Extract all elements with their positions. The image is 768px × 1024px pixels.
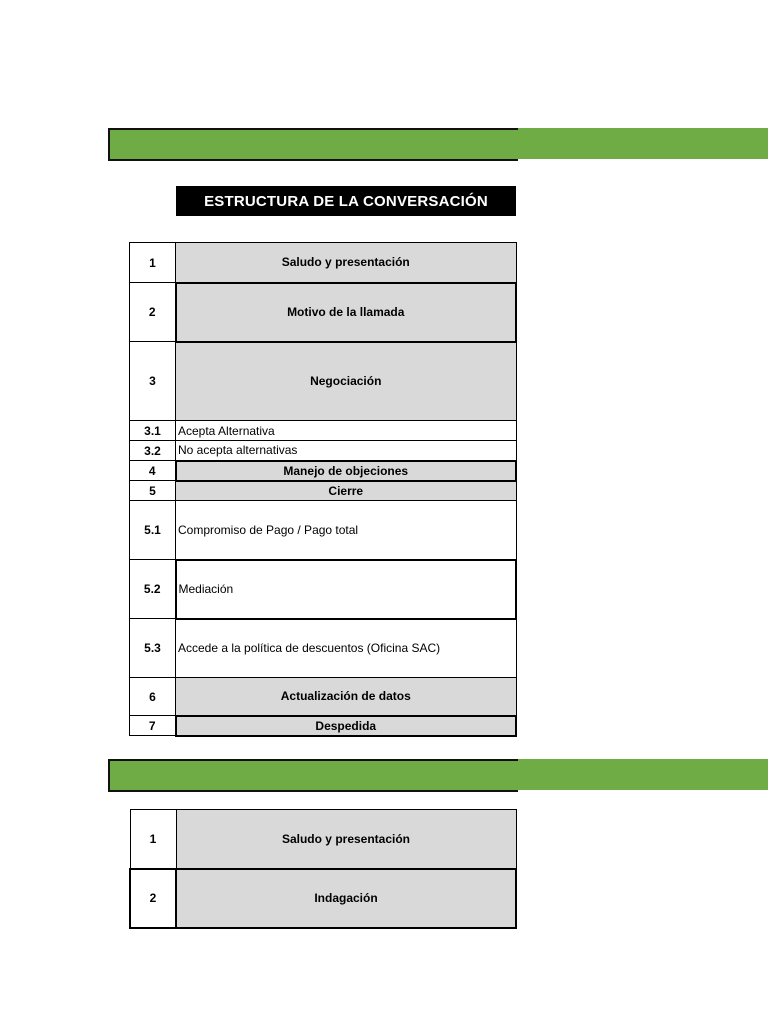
section-title: ESTRUCTURA DE LA CONVERSACIÓN bbox=[176, 186, 516, 216]
row-number: 3.1 bbox=[130, 421, 176, 441]
row-label: Accede a la política de descuentos (Oficina SAC) bbox=[176, 619, 517, 678]
section-header-bar-2 bbox=[108, 759, 768, 790]
row-number: 3 bbox=[130, 342, 176, 421]
table-row bbox=[130, 501, 517, 560]
row-number: 1 bbox=[130, 243, 176, 283]
row-label: Despedida bbox=[176, 716, 517, 736]
header-bar-outline bbox=[108, 128, 518, 161]
table-row bbox=[130, 243, 517, 283]
row-label: Mediación bbox=[176, 560, 517, 619]
row-number: 5.3 bbox=[130, 619, 176, 678]
row-label: Manejo de objeciones bbox=[176, 461, 517, 481]
row-label: Indagación bbox=[176, 869, 516, 928]
table-row bbox=[130, 481, 517, 501]
table-row bbox=[130, 560, 517, 619]
table-row bbox=[130, 716, 517, 736]
row-number: 1 bbox=[130, 810, 176, 869]
row-number: 2 bbox=[130, 869, 176, 928]
row-label: Saludo y presentación bbox=[176, 243, 517, 283]
table-row bbox=[130, 461, 517, 481]
table-row bbox=[130, 810, 516, 869]
table-row bbox=[130, 619, 517, 678]
row-label: Negociación bbox=[176, 342, 517, 421]
table-row bbox=[130, 421, 517, 441]
row-label: Saludo y presentación bbox=[176, 810, 516, 869]
row-number: 3.2 bbox=[130, 441, 176, 461]
row-number: 2 bbox=[130, 283, 176, 342]
second-structure-table bbox=[129, 809, 517, 929]
row-number: 6 bbox=[130, 678, 176, 716]
row-label: Cierre bbox=[176, 481, 517, 501]
conversation-structure-table bbox=[129, 242, 517, 737]
row-label: Motivo de la llamada bbox=[176, 283, 517, 342]
row-number: 5 bbox=[130, 481, 176, 501]
table-row bbox=[130, 283, 517, 342]
row-label: Compromiso de Pago / Pago total bbox=[176, 501, 517, 560]
table-row bbox=[130, 342, 517, 421]
table-row bbox=[130, 869, 516, 928]
table-row bbox=[130, 678, 517, 716]
row-label: Acepta Alternativa bbox=[176, 421, 517, 441]
row-number: 5.1 bbox=[130, 501, 176, 560]
row-number: 5.2 bbox=[130, 560, 176, 619]
section-header-bar-1 bbox=[108, 128, 768, 159]
header-bar-outline bbox=[108, 759, 518, 792]
row-label: Actualización de datos bbox=[176, 678, 517, 716]
row-number: 7 bbox=[130, 716, 176, 736]
row-number: 4 bbox=[130, 461, 176, 481]
row-label: No acepta alternativas bbox=[176, 441, 517, 461]
table-row bbox=[130, 441, 517, 461]
